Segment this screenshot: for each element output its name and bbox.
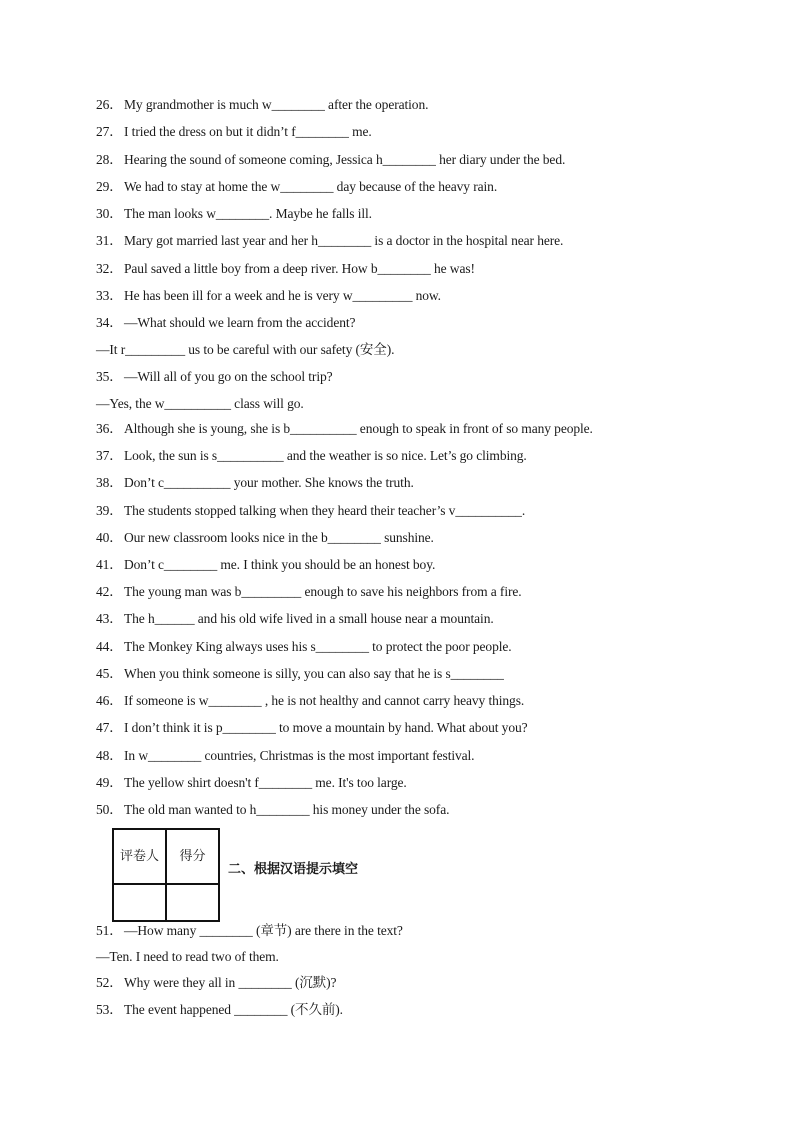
question-41: [96, 556, 435, 574]
question-number: 30．: [96, 206, 123, 221]
question-number: 26．: [96, 97, 123, 112]
question-44: [96, 638, 512, 656]
question-51-answer-line: [96, 948, 279, 966]
question-49: [96, 774, 407, 792]
question-number: 52．: [96, 975, 123, 990]
question-number: 47．: [96, 720, 123, 735]
question-text: The young man was b_________ enough to save his neighbors from a fire.: [124, 584, 522, 599]
question-27: [96, 123, 372, 141]
question-text: The Monkey King always uses his s________ to protect the poor people.: [124, 639, 512, 654]
question-text: Although she is young, she is b__________ enough to speak in front of so many people.: [124, 421, 593, 436]
question-35-answer-line: [96, 395, 304, 413]
question-text: I tried the dress on but it didn’t f________ me.: [124, 124, 372, 139]
question-40: [96, 529, 434, 547]
question-text: Hearing the sound of someone coming, Jessica h________ her diary under the bed.: [124, 152, 566, 167]
question-number: 44．: [96, 639, 123, 654]
question-29: [96, 178, 497, 196]
question-text: The old man wanted to h________ his money under the sofa.: [124, 802, 450, 817]
question-number: 48．: [96, 748, 123, 763]
question-text: The h______ and his old wife lived in a small house near a mountain.: [124, 611, 494, 626]
question-text: The man looks w________. Maybe he falls ill.: [124, 206, 372, 221]
question-number: 53．: [96, 1002, 123, 1017]
question-text: We had to stay at home the w________ day because of the heavy rain.: [124, 179, 498, 194]
question-text: My grandmother is much w________ after the operation.: [124, 97, 429, 112]
question-50: [96, 801, 449, 819]
reviewer-label-cell: [113, 829, 166, 884]
question-30: [96, 205, 372, 223]
question-number: 29．: [96, 179, 123, 194]
question-text: He has been ill for a week and he is very w_________ now.: [124, 288, 441, 303]
question-number: 27．: [96, 124, 123, 139]
question-number: 49．: [96, 775, 123, 790]
question-number: 41．: [96, 557, 123, 572]
question-33: [96, 287, 441, 305]
question-number: 28．: [96, 152, 123, 167]
question-text: The event happened ________ (不久前).: [124, 1002, 343, 1017]
question-number: 37．: [96, 448, 123, 463]
question-31: [96, 232, 563, 250]
reviewer-value-cell: [113, 884, 166, 921]
question-48: [96, 747, 474, 765]
question-text: —What should we learn from the accident?: [124, 315, 356, 330]
question-43: [96, 610, 494, 628]
question-number: 38．: [96, 475, 123, 490]
question-32: [96, 260, 475, 278]
question-number: 32．: [96, 261, 123, 276]
question-52: [96, 974, 336, 992]
question-text: —Will all of you go on the school trip?: [124, 369, 333, 384]
question-45: [96, 665, 504, 683]
question-text: Don’t c________ me. I think you should be an honest boy.: [124, 557, 436, 572]
question-text: Don’t c__________ your mother. She knows the truth.: [124, 475, 414, 490]
question-number: 39．: [96, 503, 123, 518]
question-number: 45．: [96, 666, 123, 681]
question-text: The yellow shirt doesn't f________ me. It's too large.: [124, 775, 407, 790]
question-text: Why were they all in ________ (沉默)?: [124, 975, 337, 990]
question-42: [96, 583, 522, 601]
question-text: If someone is w________ , he is not healthy and cannot carry heavy things.: [124, 693, 525, 708]
question-text: —Yes, the w__________ class will go.: [96, 396, 304, 411]
question-number: 51．: [96, 923, 123, 938]
question-53: [96, 1001, 343, 1019]
question-36: [96, 420, 593, 438]
reviewer-label: 评卷人: [119, 848, 159, 864]
question-number: 31．: [96, 233, 123, 248]
question-number: 43．: [96, 611, 123, 626]
question-text: Look, the sun is s__________ and the weather is so nice. Let’s go climbing.: [124, 448, 527, 463]
question-number: 42．: [96, 584, 123, 599]
question-number: 50．: [96, 802, 123, 817]
score-label-cell: [166, 829, 219, 884]
question-34-answer-line: [96, 341, 394, 359]
question-text: I don’t think it is p________ to move a mountain by hand. What about you?: [124, 720, 528, 735]
question-text: When you think someone is silly, you can also say that he is s________: [124, 666, 504, 681]
question-number: 34．: [96, 315, 123, 330]
question-number: 33．: [96, 288, 123, 303]
question-51: [96, 922, 403, 940]
question-28: [96, 151, 565, 169]
question-26: [96, 96, 428, 114]
question-38: [96, 474, 414, 492]
question-number: 46．: [96, 693, 123, 708]
question-47: [96, 719, 528, 737]
question-number: 36．: [96, 421, 123, 436]
question-number: 35．: [96, 369, 123, 384]
question-text: Paul saved a little boy from a deep river. How b________ he was!: [124, 261, 475, 276]
question-text: Mary got married last year and her h________ is a doctor in the hospital near here.: [124, 233, 564, 248]
question-text: —Ten. I need to read two of them.: [96, 949, 279, 964]
question-text: —It r_________ us to be careful with our safety (安全).: [96, 342, 395, 357]
question-39: [96, 502, 525, 520]
question-37: [96, 447, 527, 465]
question-35: [96, 368, 333, 386]
question-text: The students stopped talking when they heard their teacher’s v__________.: [124, 503, 526, 518]
question-34: [96, 314, 355, 332]
score-table: [112, 828, 220, 922]
question-text: —How many ________ (章节) are there in the text?: [124, 923, 403, 938]
section-title: 二、根据汉语提示填空: [228, 862, 359, 877]
question-text: In w________ countries, Christmas is the most important festival.: [124, 748, 475, 763]
question-46: [96, 692, 524, 710]
question-number: 40．: [96, 530, 123, 545]
question-text: Our new classroom looks nice in the b________ sunshine.: [124, 530, 434, 545]
score-value-cell: [166, 884, 219, 921]
score-label: 得分: [179, 848, 206, 864]
